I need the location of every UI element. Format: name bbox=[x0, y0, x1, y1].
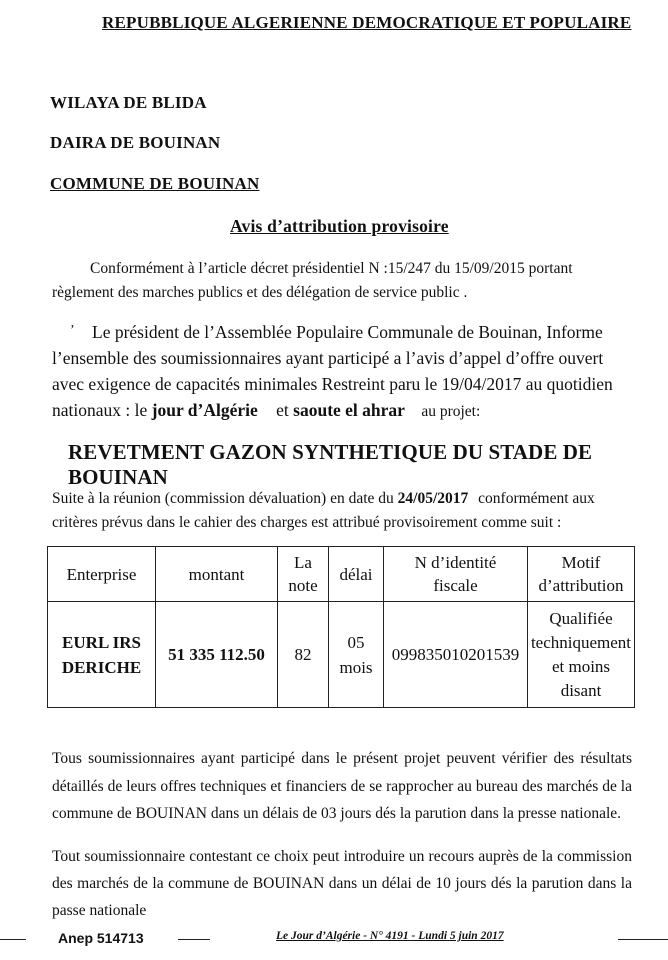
meeting-date: 24/05/2017 bbox=[397, 490, 469, 507]
announcement-line-4 bbox=[52, 398, 480, 424]
cell-montant: 51 335 112.50 bbox=[156, 602, 278, 708]
commune-line: COMMUNE DE BOUINAN bbox=[50, 174, 260, 193]
announcement-suffix: au projet: bbox=[421, 403, 481, 420]
footer-rule-left bbox=[0, 939, 26, 940]
page-title: Avis d’attribution provisoire bbox=[230, 216, 449, 236]
closing2-line-1: Tout soumissionnaire contestant ce choix peut introduire un recours auprès de la commission bbox=[52, 848, 632, 865]
table-header-row bbox=[48, 547, 635, 602]
cell-delai: 05 mois bbox=[329, 602, 384, 708]
header-motif: Motif d’attribution bbox=[528, 547, 635, 602]
header-enterprise: Enterprise bbox=[48, 547, 156, 602]
cell-note: 82 bbox=[278, 602, 329, 708]
republic-heading: REPUBBLIQUE ALGERIENNE DEMOCRATIQUE ET POPULAIRE bbox=[102, 13, 632, 32]
table-row bbox=[48, 602, 635, 708]
cell-motif: Qualifiée techniquement et moins disant bbox=[528, 602, 635, 708]
closing2-line-3: passe nationale bbox=[52, 902, 147, 919]
meeting-line-1 bbox=[52, 488, 595, 510]
journal-reference: Le Jour d’Algérie - N° 4191 - Lundi 5 juin 2017 bbox=[276, 930, 504, 942]
meeting-line-2: critères prévus dans le cahier des charges est attribué provisoirement comme suit : bbox=[52, 514, 562, 531]
closing2-line-2: des marchés de la commune de BOUINAN dans un délai de 10 jours dés la parution dans la bbox=[52, 875, 632, 892]
project-title: REVETMENT GAZON SYNTHETIQUE DU STADE DE BOUINAN bbox=[68, 440, 593, 489]
award-table bbox=[47, 546, 635, 708]
announcement-line-3: avec exigence de capacités minimales Restreint paru le 19/04/2017 au quotidien bbox=[52, 374, 613, 394]
stray-mark: ʼ bbox=[70, 323, 75, 338]
meeting-suffix: conformément aux bbox=[478, 490, 595, 507]
intro-line-1: Conformément à l’article décret présidentiel N :15/247 du 15/09/2015 portant bbox=[90, 260, 573, 277]
footer-rule-right bbox=[618, 939, 668, 940]
intro-line-2: règlement des marches publics et des délégation de service public . bbox=[52, 284, 468, 301]
wilaya-line: WILAYA DE BLIDA bbox=[50, 93, 207, 112]
newspaper-1: jour d’Algérie bbox=[151, 400, 258, 420]
announcement-line-2: l’ensemble des soumissionnaires ayant participé a l’avis d’appel d’offre ouvert bbox=[52, 348, 604, 368]
daira-line: DAIRA DE BOUINAN bbox=[50, 133, 221, 152]
meeting-prefix: Suite à la réunion (commission dévaluation) en date du bbox=[52, 490, 394, 507]
closing1-line-2: détaillés de leurs offres techniques et financiers de se rapprocher au bureau des marchés de la bbox=[52, 778, 632, 795]
announcement-line-1: Le président de l’Assemblée Populaire Communale de Bouinan, Informe bbox=[92, 322, 603, 342]
cell-nif: 099835010201539 bbox=[384, 602, 528, 708]
closing1-line-3: commune de BOUINAN dans un délais de 03 jours dés la parution dans la presse nationale. bbox=[52, 805, 622, 822]
footer-rule-mid bbox=[178, 939, 210, 940]
anep-reference: Anep 514713 bbox=[58, 930, 144, 946]
closing1-line-1: Tous soumissionnaires ayant participé dans le présent projet peuvent vérifier des résultats bbox=[52, 750, 632, 767]
announcement-prefix: nationaux : le bbox=[52, 400, 148, 420]
header-nif: N d’identité fiscale bbox=[384, 547, 528, 602]
cell-enterprise: EURL IRS DERICHE bbox=[48, 602, 156, 708]
header-note: La note bbox=[278, 547, 329, 602]
announcement-and: et bbox=[276, 400, 289, 420]
header-delai: délai bbox=[329, 547, 384, 602]
newspaper-2: saoute el ahrar bbox=[293, 400, 405, 420]
header-montant: montant bbox=[156, 547, 278, 602]
